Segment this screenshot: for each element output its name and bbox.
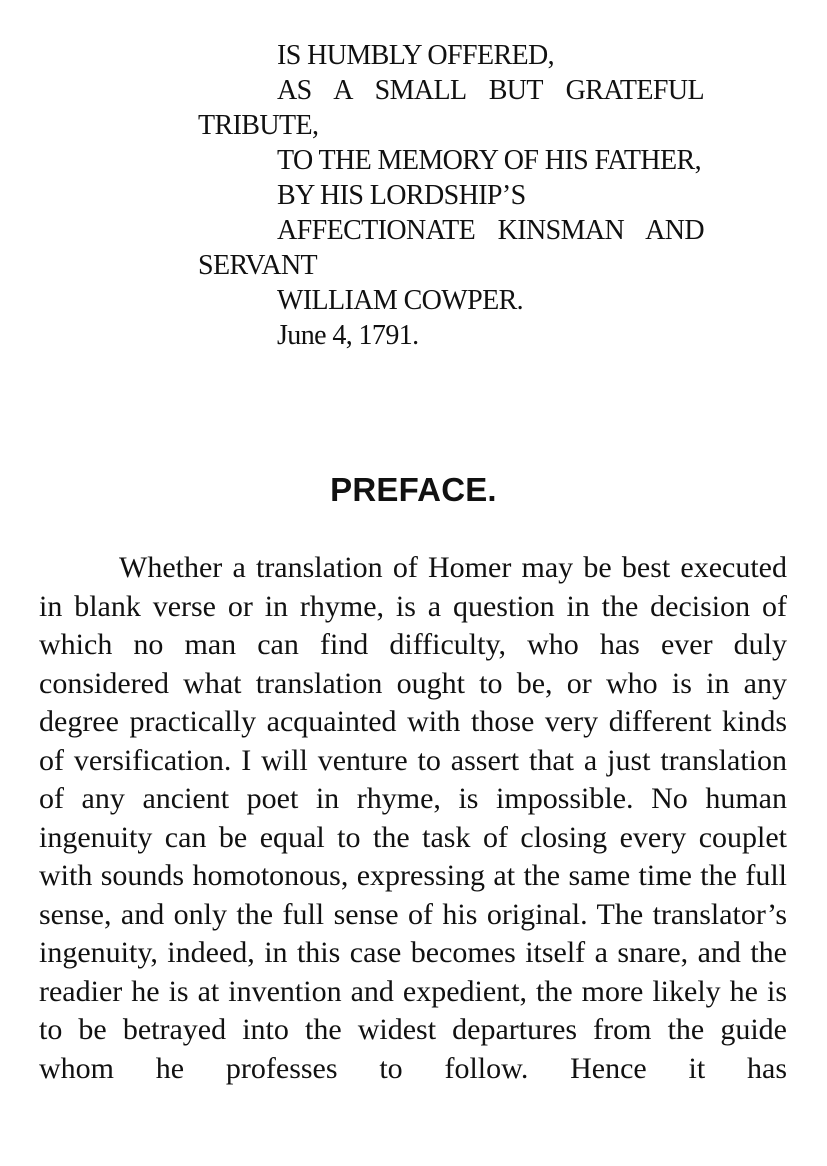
dedication-line: BY HIS LORDSHIP’S xyxy=(277,180,526,211)
dedication-line: AS A SMALL BUT GRATEFUL TRIBUTE, xyxy=(198,75,704,141)
dedication-signature: WILLIAM COWPER. xyxy=(277,285,524,316)
preface-paragraph: Whether a translation of Homer may be best executed in blank verse or in rhyme, is a question in the decision of which no man can find difficulty, who has ever duly considered what translation ought to be, or who is in any degree practically acquainted with those very different kinds of versification. I will venture to assert that a just translation of any ancient poet in rhyme, is impossible. No human ingenuity can be equal to the task of closing every couplet with sounds homotonous, expressing at the same time the full sense, and only the full sense of his original. The translator’s ingenuity, indeed, in this case becomes itself a snare, and the readier he is at invention and expedient, the more likely he is to be betrayed into the widest departures from the guide whom he professes to follow. Hence it has xyxy=(39,551,787,1085)
dedication-line: AFFECTIONATE KINSMAN AND SERVANT xyxy=(198,215,704,281)
dedication-block xyxy=(198,38,704,353)
preface-heading: PREFACE. xyxy=(330,471,497,508)
dedication-line: TO THE MEMORY OF HIS FATHER, xyxy=(277,145,701,176)
dedication-date: June 4, 1791. xyxy=(277,320,419,351)
dedication-line: IS HUMBLY OFFERED, xyxy=(277,40,555,71)
